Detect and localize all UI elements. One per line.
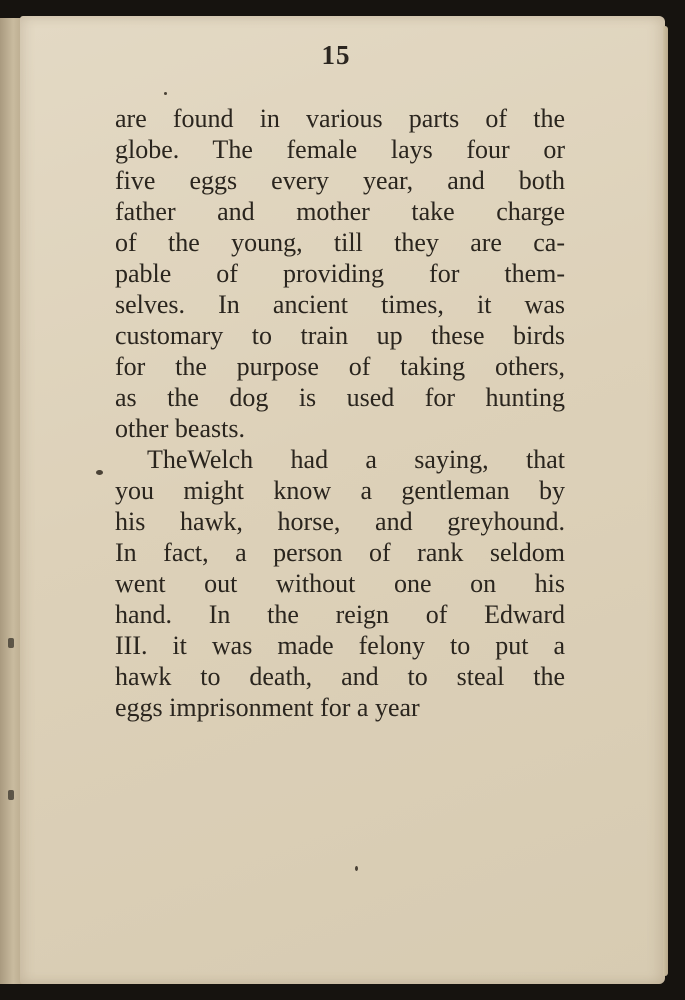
paper-speck — [355, 866, 358, 871]
text-line: for the purpose of taking others, — [115, 352, 565, 381]
text-line: of the young, till they are ca- — [115, 228, 565, 257]
page-right-edge — [663, 26, 668, 976]
text-line: customary to train up these birds — [115, 321, 565, 350]
text-line: are found in various parts of the — [115, 104, 565, 133]
edge-blemish — [8, 790, 14, 800]
text-line: III. it was made felony to put a — [115, 631, 565, 660]
paragraph-end-line: eggs imprisonment for a year — [115, 693, 420, 722]
text-line: hawk to death, and to steal the — [115, 662, 565, 691]
text-line: you might know a gentleman by — [115, 476, 565, 505]
text-line: his hawk, horse, and greyhound. — [115, 507, 565, 536]
paragraph-start-line: TheWelch had a saying, that — [147, 445, 565, 474]
paragraph-end-line: other beasts. — [115, 414, 245, 443]
text-line: globe. The female lays four or — [115, 135, 565, 164]
text-line: In fact, a person of rank seldom — [115, 538, 565, 567]
text-line: pable of providing for them- — [115, 259, 565, 288]
edge-blemish — [8, 638, 14, 648]
text-line: hand. In the reign of Edward — [115, 600, 565, 629]
text-line: five eggs every year, and both — [115, 166, 565, 195]
text-line: selves. In ancient times, it was — [115, 290, 565, 319]
page-number: 15 — [321, 40, 351, 70]
text-line: as the dog is used for hunting — [115, 383, 565, 412]
page-body-text — [115, 103, 565, 723]
text-line: father and mother take charge — [115, 197, 565, 226]
paper-speck — [164, 92, 167, 95]
text-line: went out without one on his — [115, 569, 565, 598]
paper-speck — [96, 470, 103, 475]
